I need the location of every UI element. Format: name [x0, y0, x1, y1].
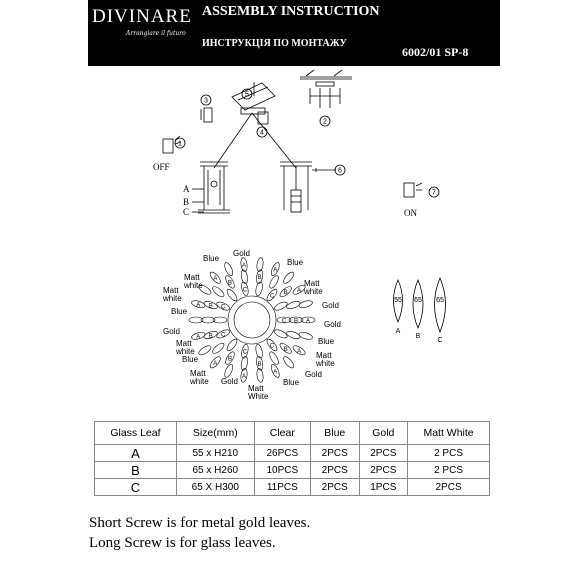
step-3-label: 3: [204, 97, 208, 105]
ring-leaf-letter: B: [293, 318, 299, 325]
ring-leaf: [298, 331, 313, 341]
table-cell: 2PCS: [310, 445, 359, 462]
step-5-label: 5: [245, 91, 249, 99]
ring-label-matt: Matt: [248, 384, 264, 393]
table-cell: 2PCS: [408, 479, 490, 496]
leaf-a-letter: A: [395, 328, 401, 335]
ring-leaf: [197, 344, 212, 357]
ring-leaf-letter: C: [269, 343, 275, 350]
ring-leaf-letter: A: [241, 263, 247, 270]
step-7-label: 7: [432, 189, 436, 197]
ring-leaf: [282, 270, 296, 285]
table-header: Gold: [359, 422, 408, 445]
ring-leaf-letter: A: [213, 360, 218, 367]
step-1-label: 1: [178, 140, 182, 148]
table-header: Glass Leaf: [95, 422, 177, 445]
ring-label-matt: Matt: [304, 279, 320, 288]
leaf-c-letter: C: [437, 337, 443, 344]
ring-label-white-cap: White: [248, 392, 269, 401]
ring-label-blue: Blue: [203, 254, 220, 263]
ring-label-gold: Gold: [305, 370, 322, 379]
ring-leaf: [273, 328, 288, 339]
ring-leaf-letter: B: [283, 346, 288, 353]
ring-label-blue: Blue: [318, 337, 335, 346]
ring-leaf-letter: A: [241, 373, 247, 380]
table-row: [95, 462, 490, 479]
note-short-screw: Short Screw is for metal gold leaves.: [89, 515, 311, 531]
ring-leaf-letter: C: [221, 304, 226, 311]
leaf-a-size: 55: [394, 297, 402, 304]
ring-label-gold: Gold: [221, 377, 238, 386]
table-cell: C: [95, 479, 177, 496]
ring-leaf-letter: B: [208, 303, 213, 310]
table-cell: 2 PCS: [408, 462, 490, 479]
table-header: Blue: [310, 422, 359, 445]
model-number: 6002/01 SP-8: [402, 45, 469, 59]
ring-leaf: [268, 274, 280, 289]
table-header-row: [95, 422, 490, 445]
ring-leaf-letter: B: [208, 333, 213, 340]
ring-leaf: [273, 300, 288, 311]
ring-leaf-letter: A: [196, 302, 201, 309]
ring-label-blue: Blue: [182, 355, 199, 364]
table-cell: 2 PCS: [408, 445, 490, 462]
table-header: Size(mm): [176, 422, 254, 445]
ring-label-gold: Gold: [163, 327, 180, 336]
level-c-label: C: [183, 207, 190, 217]
table-cell: 10PCS: [254, 462, 310, 479]
brand-name: DIVINARE: [92, 6, 192, 27]
title-russian: ИНСТРУКЦІЯ ПО МОНТАЖУ: [202, 38, 347, 49]
table-header: Clear: [254, 422, 310, 445]
ring-label-matt: Matt: [316, 351, 332, 360]
table-cell: 65 X H300: [176, 479, 254, 496]
ring-label-matt: Matt: [190, 369, 206, 378]
ring-leaf-letter: A: [196, 334, 201, 341]
ring-leaf-letter: B: [227, 280, 233, 287]
brand-tagline: Arrangiare il futuro: [126, 30, 186, 37]
ring-label-white: white: [176, 347, 195, 356]
leaf-c-size: 65: [436, 297, 444, 304]
ring-leaf: [223, 261, 234, 276]
ring-leaf: [225, 338, 238, 353]
table-cell: B: [95, 462, 177, 479]
ring-leaf-letter: A: [273, 267, 278, 274]
ring-label-gold: Gold: [324, 320, 341, 329]
table-header: Matt White: [408, 422, 490, 445]
ring-label-white: white: [163, 294, 182, 303]
glass-leaf-table: [94, 421, 490, 496]
table-cell: 65 x H260: [176, 462, 254, 479]
ring-leaf-letter: A: [297, 288, 302, 295]
switch-on-drawing: [404, 183, 422, 197]
ring-label-white: white: [304, 287, 323, 296]
ring-leaf-letter: B: [257, 275, 262, 282]
leaf-shapes: [394, 278, 446, 332]
ring-leaf: [282, 355, 296, 370]
step-4-label: 4: [260, 129, 264, 137]
ring-leaf: [225, 288, 238, 303]
step-6-label: 6: [338, 167, 342, 175]
ring-leaf-letter: C: [269, 293, 275, 300]
ring-label-white: white: [316, 359, 335, 368]
table-cell: 2PCS: [359, 462, 408, 479]
note-long-screw: Long Screw is for glass leaves.: [89, 535, 276, 551]
table-cell: 2PCS: [310, 479, 359, 496]
ring-leaf-letter: A: [273, 369, 278, 376]
leaf-b-letter: B: [415, 333, 421, 340]
ring-leaf: [286, 300, 301, 310]
leaf-ring-diagram: [189, 257, 315, 383]
right-chandelier-drawing: [280, 162, 336, 212]
ring-label-blue: Blue: [171, 307, 188, 316]
ring-leaf: [298, 299, 313, 309]
ring-label-matt: Matt: [184, 273, 200, 282]
ceiling-mount-drawing: [201, 82, 275, 124]
ring-label-white: white: [190, 377, 209, 386]
ring-leaf-letter: C: [281, 318, 287, 325]
ring-label-white: white: [184, 281, 203, 290]
title-english: ASSEMBLY INSTRUCTION: [202, 4, 380, 19]
ring-leaf-letter: C: [242, 349, 248, 356]
level-a-label: A: [183, 184, 190, 194]
table-row: [95, 445, 490, 462]
ring-leaf: [211, 285, 226, 299]
left-chandelier-drawing: [198, 162, 230, 213]
table-cell: 55 x H210: [176, 445, 254, 462]
ring-leaf-letter: B: [257, 361, 262, 368]
ring-leaf-letter: A: [213, 276, 218, 283]
ring-leaf-letter: B: [283, 290, 288, 297]
table-cell: 26PCS: [254, 445, 310, 462]
ring-leaf-letter: C: [242, 287, 248, 294]
ceiling-detail-drawing: [300, 70, 352, 108]
ring-label-matt: Matt: [176, 339, 192, 348]
ring-label-gold: Gold: [322, 301, 339, 310]
ring-leaf: [286, 330, 301, 340]
table-cell: 1PCS: [359, 479, 408, 496]
ring-leaf-letter: C: [221, 332, 226, 339]
ring-leaf: [211, 342, 226, 356]
ring-leaf-letter: A: [297, 348, 302, 355]
table-cell: 2PCS: [310, 462, 359, 479]
table-cell: 2PCS: [359, 445, 408, 462]
ring-inner-circle: [228, 293, 276, 344]
switch-on-label: ON: [404, 208, 417, 218]
leaf-b-size: 65: [414, 297, 422, 304]
ring-leaf-letter: A: [305, 318, 311, 325]
switch-off-label: OFF: [153, 162, 170, 172]
ring-label-matt: Matt: [163, 286, 179, 295]
table-cell: 11PCS: [254, 479, 310, 496]
table-row: [95, 479, 490, 496]
ring-inner-circle: [234, 302, 270, 338]
ring-leaf-letter: B: [227, 356, 233, 363]
ring-label-gold: Gold: [233, 249, 250, 258]
step-2-label: 2: [323, 118, 327, 126]
ring-label-blue: Blue: [287, 258, 304, 267]
ring-leaf: [268, 351, 280, 366]
table-cell: A: [95, 445, 177, 462]
ring-label-blue: Blue: [283, 378, 300, 387]
level-b-label: B: [183, 197, 190, 207]
